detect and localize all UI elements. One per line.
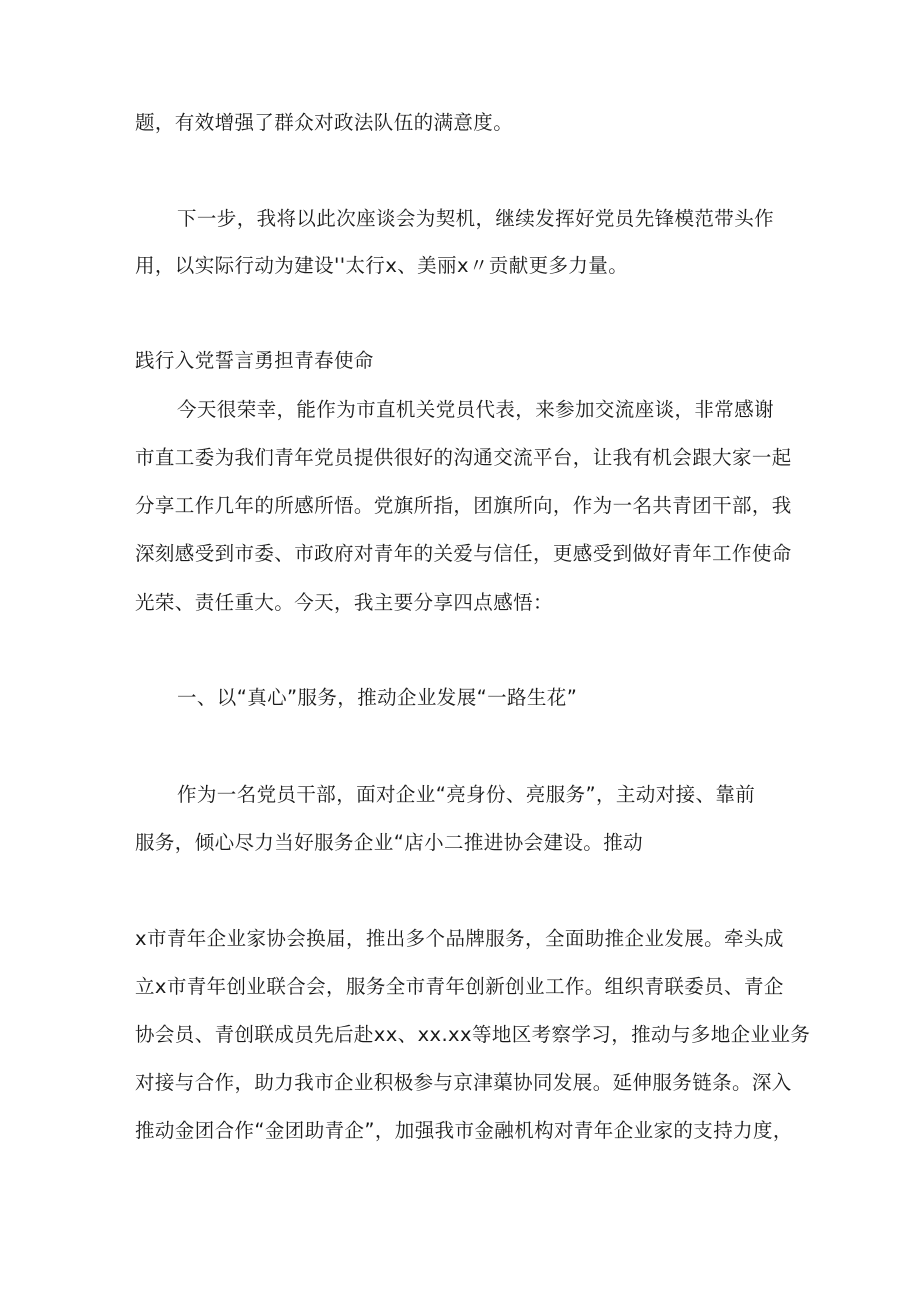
paragraph-line-13: 协会员、青创联成员先后赴xx、xx.xx等地区考察学习，推动与多地企业业务 [135,1023,811,1046]
paragraph-line-5: 市直工委为我们青年党员提供很好的沟通交流平台，让我有机会跟大家一起 [135,446,792,469]
paragraph-line-9: 作为一名党员干部，面对企业“亮身份、亮服务”，主动对接、靠前 [177,783,756,806]
paragraph-line-12: 立x市青年创业联合会，服务全市青年创新创业工作。组织青联委员、青企 [135,975,784,998]
paragraph-line-11: x市青年企业家协会换届，推出多个品牌服务，全面助推企业发展。牵头成 [135,927,784,950]
paragraph-line-10: 服务，倾心尽力当好服务企业“店小二推进协会建设。推动 [135,831,644,854]
subsection-heading: 一、以“真心”服务，推动企业发展“一路生花” [177,686,578,709]
paragraph-line-14: 对接与合作，助力我市企业积极参与京津蕖协同发展。延伸服务链条。深入 [135,1071,792,1094]
paragraph-line-2: 下一步，我将以此次座谈会为契机，继续发挥好党员先锋模范带头作 [177,207,775,230]
paragraph-line-1: 题，有效增强了群众对政法队伍的满意度。 [135,111,514,134]
paragraph-line-4: 今天很荣幸，能作为市直机关党员代表，来参加交流座谈，非常感谢 [177,398,775,421]
section-heading: 践行入党誓言勇担青春使命 [135,349,374,372]
paragraph-line-8: 光荣、责任重大。今天，我主要分享四点感悟： [135,591,553,614]
paragraph-line-6: 分享工作几年的所感所悟。党旗所指，团旗所向，作为一名共青团干部，我 [135,494,792,517]
paragraph-line-3: 用，以实际行动为建设''太行x、美丽x〃贡献更多力量。 [135,254,629,277]
paragraph-line-7: 深刻感受到市委、市政府对青年的关爱与信任，更感受到做好青年工作使命 [135,542,792,565]
paragraph-line-15: 推动金团合作“金团助青企”，加强我市金融机构对青年企业家的支持力度， [135,1119,793,1142]
